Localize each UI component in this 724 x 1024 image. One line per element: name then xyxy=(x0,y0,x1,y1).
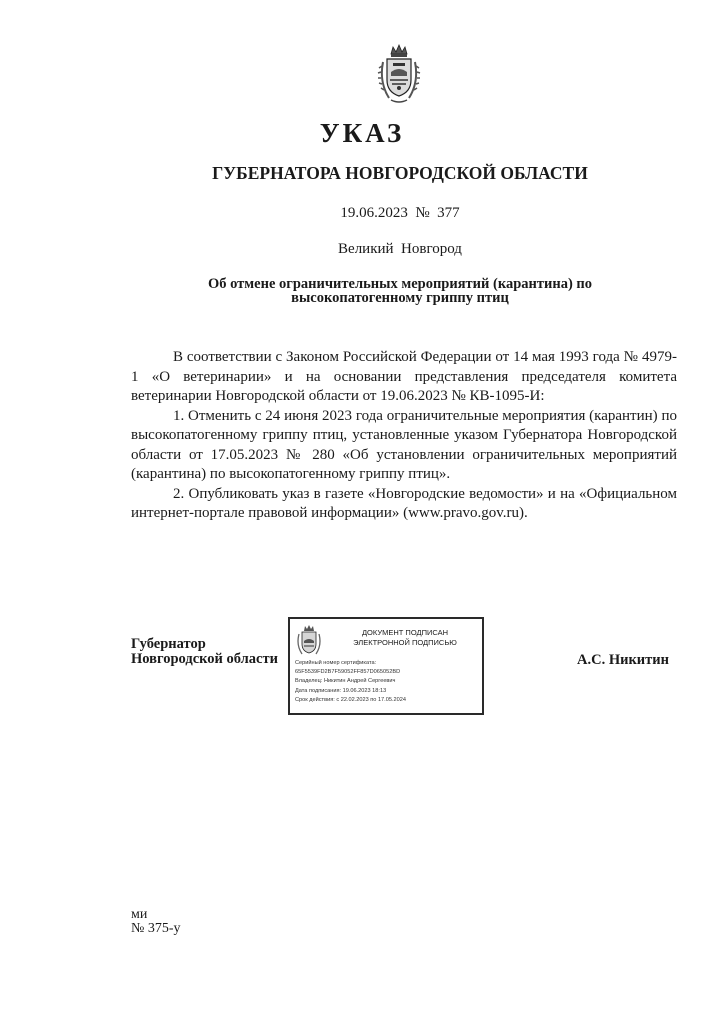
signatory-position xyxy=(131,637,278,667)
stamp-header-line-2: ЭЛЕКТРОННОЙ ПОДПИСЬЮ xyxy=(353,638,457,647)
document-heading: Об отмене ограничительных мероприятий (карантина) по высокопатогенному гриппу птиц xyxy=(207,276,593,306)
stamp-validity: Срок действия: с 22.02.2023 по 17.05.2024 xyxy=(295,696,406,703)
document-body xyxy=(131,348,677,524)
registry-number: № 375-у xyxy=(131,921,181,936)
executor-initials: ми xyxy=(131,907,148,922)
stamp-details xyxy=(295,659,483,705)
stamp-signed-date: Дата подписания: 19.06.2023 18:13 xyxy=(295,687,387,694)
stamp-owner: Владелец: Никитин Андрей Сергеевич xyxy=(295,678,396,685)
date-number-line: 19.06.2023 № 377 xyxy=(340,205,460,221)
position-line-2: Новгородской области xyxy=(131,651,278,667)
document-subtitle: ГУБЕРНАТОРА НОВГОРОДСКОЙ ОБЛАСТИ xyxy=(212,163,588,183)
signatory-name: А.С. Никитин xyxy=(577,652,669,668)
position-line-1: Губернатор xyxy=(131,636,206,652)
coat-of-arms-emblem xyxy=(377,44,421,106)
electronic-signature-stamp xyxy=(288,617,484,715)
stamp-header xyxy=(330,628,480,648)
stamp-serial-value: 65F5539FD2B7F59052FF857D065052BD xyxy=(295,669,401,676)
stamp-header-line-1: ДОКУМЕНТ ПОДПИСАН xyxy=(361,628,449,637)
stamp-serial-label: Серийный номер сертификата: xyxy=(295,660,377,666)
preamble-paragraph: В соответствии с Законом Российской Федерации от 14 мая 1993 года № 4979-1 «О ветеринарии» и на основании представления председателя комитета ветеринарии Новгородской области от 19.06.2023 № КВ-1095-И: xyxy=(131,349,677,404)
clause-2-paragraph: 2. Опубликовать указ в газете «Новгородские ведомости» и на «Официальном интернет-портале правовой информации» (www.pravo.gov.ru). xyxy=(131,485,677,521)
document-title: УКАЗ xyxy=(319,118,405,148)
stamp-emblem-icon xyxy=(296,625,322,659)
clause-1-paragraph: 1. Отменить с 24 июня 2023 года ограничительные мероприятия (карантин) по высокопатогенному гриппу птиц, установленные указом Губернатора Новгородской области от 17.05.2023 № 280 «Об установлении ограничительных мероприятий (карантина) по высокопатогенному гриппу птиц». xyxy=(131,407,677,482)
document-footer xyxy=(131,908,181,936)
city-line: Великий Новгород xyxy=(338,241,462,257)
